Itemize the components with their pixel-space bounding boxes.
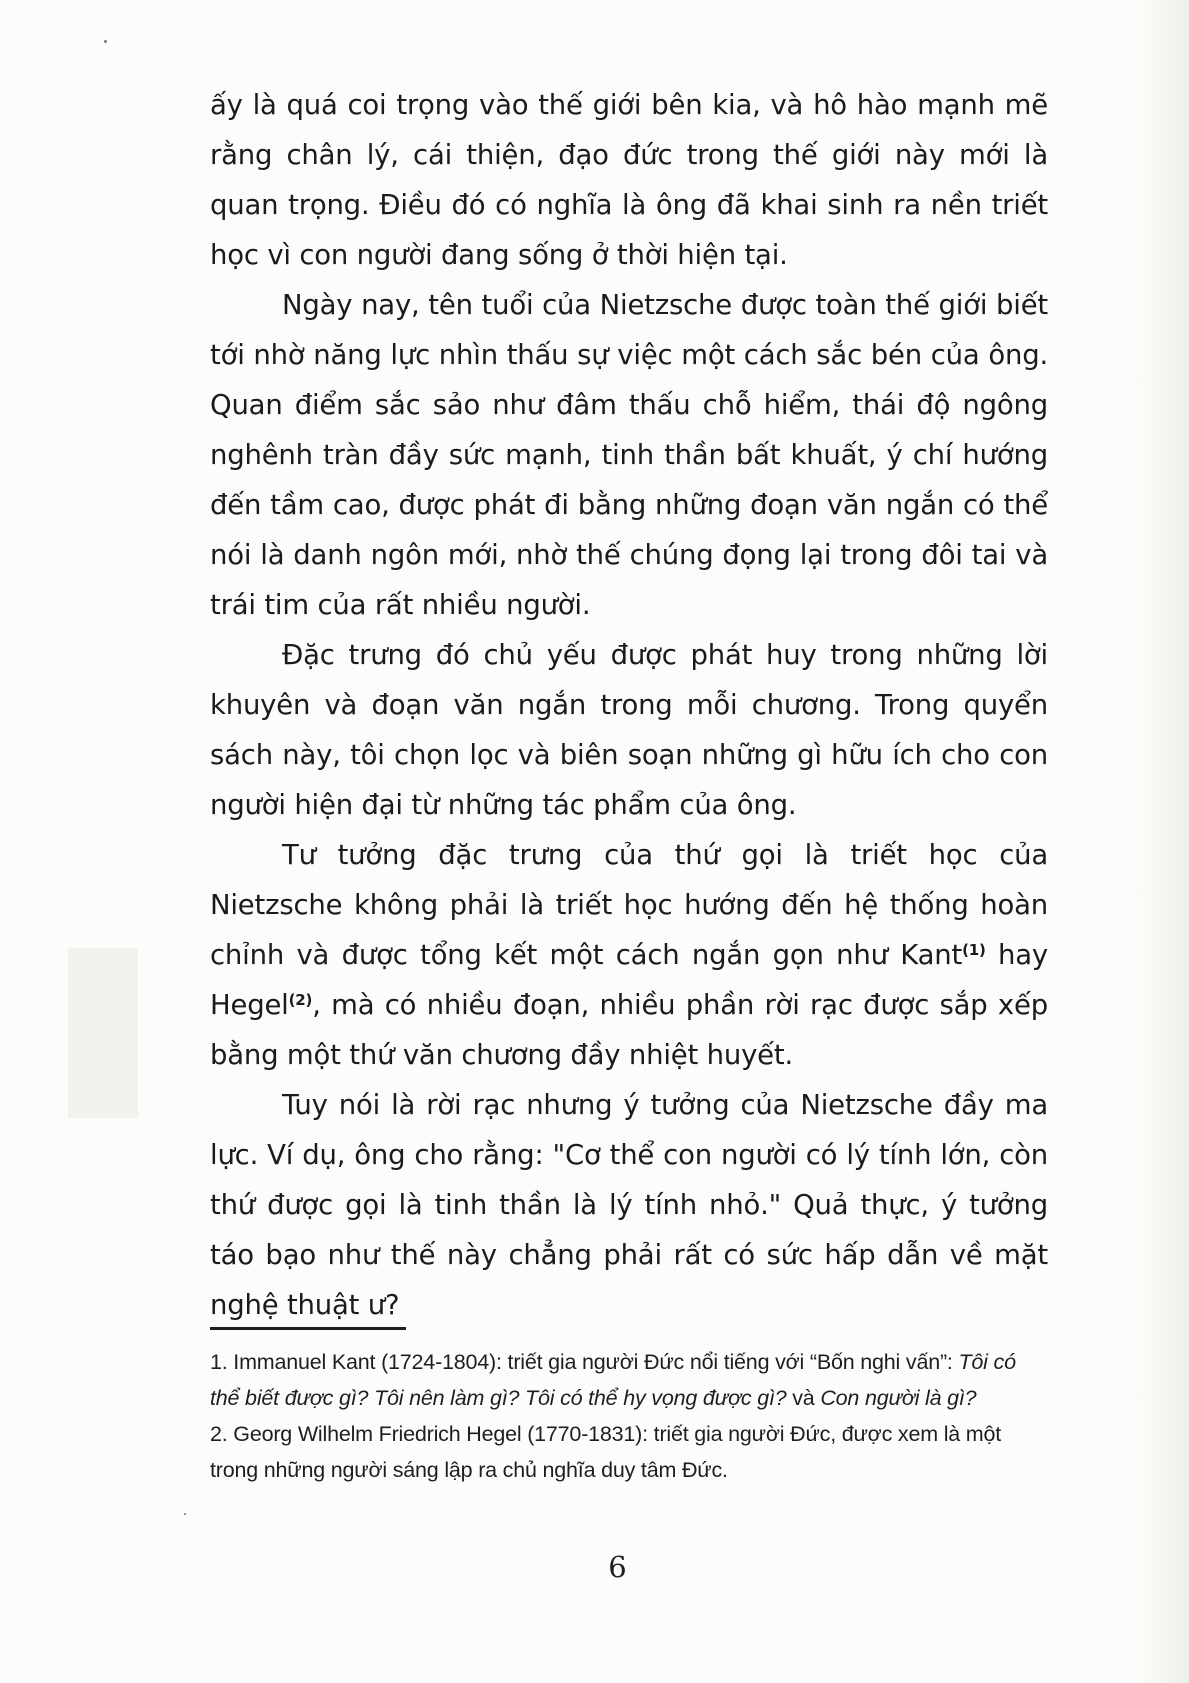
page-edge-shadow [1134,0,1189,1683]
footnote-divider [210,1327,406,1330]
footnote-ref-hegel: (2) [288,991,313,1009]
philosophy-text-part1: Tư tưởng đặc trưng của thứ gọi là triết học của Nietzsche không phải là triết học hướng đến hệ thống hoàn chỉnh và được tổng kết một cách ngắn gọn như Kant [210,839,1048,971]
paragraph-nietzsche-fame: Ngày nay, tên tuổi của Nietzsche được toàn thế giới biết tới nhờ năng lực nhìn thấu sự việc một cách sắc bén của ông. Quan điểm sắc sảo như đâm thấu chỗ hiểm, thái độ ngông nghênh tràn đầy sức mạnh, tinh thần bất khuất, ý chí hướng đến tầm cao, được phát đi bằng những đoạn văn ngắn có thể nói là danh ngôn mới, nhờ thế chúng đọng lại trong đôi tai và trái tim của rất nhiều người. [210,289,1048,621]
scan-speck [104,40,107,43]
paragraph-book-selection: Đặc trưng đó chủ yếu được phát huy trong những lời khuyên và đoạn văn ngắn trong mỗi chương. Trong quyển sách này, tôi chọn lọc và biên soạn những gì hữu ích cho con người hiện đại từ những tác phẩm của ông. [210,639,1048,821]
paragraph-magnetic-ideas: Tuy nói là rời rạc nhưng ý tưởng của Nietzsche đầy ma lực. Ví dụ, ông cho rằng: "Cơ thể con người có lý tính lớn, còn thứ được gọi là tinh thần là lý tính nhỏ." Quả thực, ý tưởng táo bạo như thế này chẳng phải rất có sức hấp dẫn về mặt nghệ thuật ư? [210,1089,1048,1321]
philosophy-text-part2: hay Hegel [210,939,1049,1021]
bleed-through-shadow [68,948,138,1118]
footnote-kant-questions: Tôi có thể biết được gì? Tôi nên làm gì? Tôi có thể hy vọng được gì? [210,1350,1016,1410]
footnote-hegel: 2. Georg Wilhelm Friedrich Hegel (1770-1831): triết gia người Đức, được xem là một trong những người sáng lập ra chủ nghĩa duy tâm Đức. [210,1422,1002,1482]
paragraph-continuation: ấy là quá coi trọng vào thế giới bên kia, và hô hào mạnh mẽ rằng chân lý, cái thiện, đạo đức trong thế giới này mới là quan trọng. Điều đó có nghĩa là ông đã khai sinh ra nền triết học vì con người đang sống ở thời hiện tại. [210,89,1048,271]
footnote-kant-lead: 1. Immanuel Kant (1724-1804): triết gia người Đức nổi tiếng với “Bốn nghi vấn”: [210,1350,959,1374]
main-body-text [210,80,1048,1330]
philosophy-text-part3: , mà có nhiều đoạn, nhiều phần rời rạc được sắp xếp bằng một thứ văn chương đầy nhiệt huyết. [210,989,1048,1071]
page-number: 6 [608,1550,627,1584]
footnote-kant [210,1344,1048,1416]
paragraph-philosophy-style [210,830,1048,1080]
footnotes [210,1344,1048,1488]
footnote-ref-kant: (1) [962,941,986,959]
footnote-kant-and: và [786,1386,821,1410]
scan-speck [184,1513,186,1515]
footnote-kant-last-question: Con người là gì? [820,1386,977,1410]
